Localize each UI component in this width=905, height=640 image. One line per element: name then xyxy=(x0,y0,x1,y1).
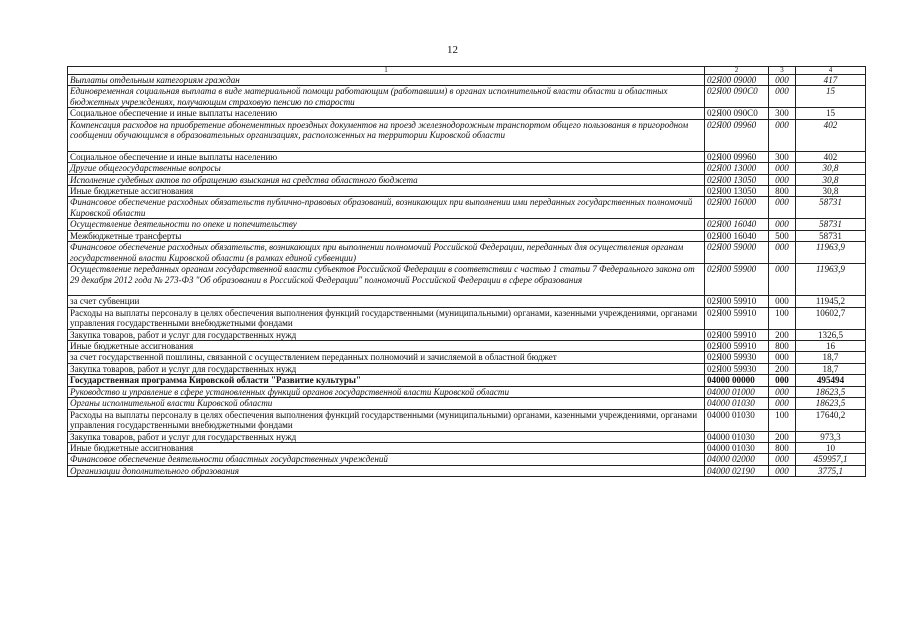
row-amount-cell: 10 xyxy=(796,442,866,453)
table-row xyxy=(68,174,866,185)
row-amount-cell: 58731 xyxy=(796,230,866,241)
row-type-cell: 800 xyxy=(769,186,796,197)
row-code-cell: 02Я00 09960 xyxy=(705,151,769,162)
row-name-cell: Расходы на выплаты персоналу в целях обеспечения выполнения функций государственными (муниципальными) органами, казенными учреждениями, органами управления государственными внебюджетными фондами xyxy=(68,307,705,329)
row-name-cell: Исполнение судебных актов по обращению взыскания на средства областного бюджета xyxy=(68,174,705,185)
row-amount-cell: 459957,1 xyxy=(796,454,866,465)
row-name-cell: Руководство и управление в сфере установленных функций органов государственной власти Кировской области xyxy=(68,386,705,397)
row-amount-cell: 10602,7 xyxy=(796,307,866,329)
row-type-cell: 100 xyxy=(769,409,796,431)
row-amount-cell: 11963,9 xyxy=(796,242,866,264)
row-type-cell: 300 xyxy=(769,108,796,119)
row-amount-cell: 402 xyxy=(796,151,866,162)
row-name-cell: Финансовое обеспечение расходных обязательств, возникающих при выполнении полномочий Российской Федерации, переданных для осуществления органам государственной власти Кировской области (в рамках единой субвенции) xyxy=(68,242,705,264)
row-type-cell: 200 xyxy=(769,329,796,340)
row-amount-cell: 18,7 xyxy=(796,352,866,363)
row-amount-cell: 30,8 xyxy=(796,163,866,174)
table-row xyxy=(68,264,866,296)
row-type-cell: 000 xyxy=(769,197,796,219)
row-amount-cell: 15 xyxy=(796,108,866,119)
row-amount-cell: 11963,9 xyxy=(796,264,866,296)
table-row xyxy=(68,329,866,340)
row-type-cell: 100 xyxy=(769,307,796,329)
row-amount-cell: 1326,5 xyxy=(796,329,866,340)
row-code-cell: 02Я00 090С0 xyxy=(705,108,769,119)
table-row xyxy=(68,375,866,386)
row-name-cell: Компенсация расходов на приобретение абонементных проездных документов на проезд железнодорожным транспортом общего пользования в пригородном сообщении обучающимся в образовательных организациях, расположенных на территории Кировской области xyxy=(68,119,705,151)
row-name-cell: Межбюджетные трансферты xyxy=(68,230,705,241)
table-row xyxy=(68,465,866,476)
row-name-cell: Осуществление переданных органам государственной власти субъектов Российской Федерации в соответствии с частью 1 статьи 7 Федерального закона от 29 декабря 2012 года № 273-ФЗ "Об образовании в Российской Федерации" полномочий Российской Федерации в сфере образования xyxy=(68,264,705,296)
row-name-cell: за счет субвенции xyxy=(68,296,705,307)
row-name-cell: Финансовое обеспечение расходных обязательств публично-правовых образований, возникающих при выполнении ими переданных государственных полномочий Кировской области xyxy=(68,197,705,219)
column-number-row xyxy=(68,67,866,75)
row-name-cell: Финансовое обеспечение деятельности областных государственных учреждений xyxy=(68,454,705,465)
column-number-4: 4 xyxy=(796,67,866,75)
table-row xyxy=(68,230,866,241)
table-row xyxy=(68,386,866,397)
column-number-2: 2 xyxy=(705,67,769,75)
row-code-cell: 02Я00 13050 xyxy=(705,186,769,197)
row-code-cell: 02Я00 59000 xyxy=(705,242,769,264)
row-name-cell: Закупка товаров, работ и услуг для государственных нужд xyxy=(68,329,705,340)
row-code-cell: 04000 01000 xyxy=(705,386,769,397)
row-name-cell: Единовременная социальная выплата в виде материальной помощи работающим (работавшим) в органах исполнительной власти области и областных бюджетных учреждениях, получающим страховую пенсию по старости xyxy=(68,86,705,108)
row-code-cell: 02Я00 59930 xyxy=(705,352,769,363)
table-row xyxy=(68,163,866,174)
row-type-cell: 300 xyxy=(769,151,796,162)
row-amount-cell: 18623,5 xyxy=(796,398,866,409)
table-row xyxy=(68,186,866,197)
budget-table xyxy=(67,66,866,477)
row-type-cell: 000 xyxy=(769,75,796,86)
row-code-cell: 02Я00 16040 xyxy=(705,219,769,230)
table-row xyxy=(68,86,866,108)
table-row xyxy=(68,197,866,219)
row-name-cell: Закупка товаров, работ и услуг для государственных нужд xyxy=(68,363,705,374)
row-type-cell: 000 xyxy=(769,174,796,185)
row-name-cell: Выплаты отдельным категориям граждан xyxy=(68,75,705,86)
row-code-cell: 04000 01030 xyxy=(705,431,769,442)
row-type-cell: 000 xyxy=(769,375,796,386)
table-row xyxy=(68,442,866,453)
row-name-cell: Иные бюджетные ассигнования xyxy=(68,186,705,197)
row-code-cell: 02Я00 59910 xyxy=(705,341,769,352)
table-row xyxy=(68,242,866,264)
table-row xyxy=(68,108,866,119)
row-amount-cell: 30,8 xyxy=(796,174,866,185)
table-row xyxy=(68,409,866,431)
row-amount-cell: 15 xyxy=(796,86,866,108)
row-name-cell: Социальное обеспечение и иные выплаты населению xyxy=(68,108,705,119)
row-code-cell: 02Я00 16000 xyxy=(705,197,769,219)
row-amount-cell: 30,8 xyxy=(796,186,866,197)
table-row xyxy=(68,307,866,329)
row-amount-cell: 417 xyxy=(796,75,866,86)
row-amount-cell: 3775,1 xyxy=(796,465,866,476)
row-type-cell: 200 xyxy=(769,431,796,442)
row-name-cell: Расходы на выплаты персоналу в целях обеспечения выполнения функций государственными (муниципальными) органами, казенными учреждениями, органами управления государственными внебюджетными фондами xyxy=(68,409,705,431)
table-row xyxy=(68,75,866,86)
row-code-cell: 02Я00 13000 xyxy=(705,163,769,174)
row-code-cell: 02Я00 13050 xyxy=(705,174,769,185)
table-row xyxy=(68,398,866,409)
row-type-cell: 000 xyxy=(769,465,796,476)
row-name-cell: Иные бюджетные ассигнования xyxy=(68,341,705,352)
row-type-cell: 500 xyxy=(769,230,796,241)
row-name-cell: Закупка товаров, работ и услуг для государственных нужд xyxy=(68,431,705,442)
row-type-cell: 000 xyxy=(769,386,796,397)
table-row xyxy=(68,352,866,363)
row-amount-cell: 495494 xyxy=(796,375,866,386)
table-row xyxy=(68,219,866,230)
row-code-cell: 04000 02000 xyxy=(705,454,769,465)
row-amount-cell: 58731 xyxy=(796,219,866,230)
row-type-cell: 000 xyxy=(769,242,796,264)
row-name-cell: Органы исполнительной власти Кировской области xyxy=(68,398,705,409)
table-row xyxy=(68,341,866,352)
row-code-cell: 02Я00 090С0 xyxy=(705,86,769,108)
row-name-cell: за счет государственной пошлины, связанной с осуществлением переданных полномочий и зачисляемой в областной бюджет xyxy=(68,352,705,363)
row-code-cell: 02Я00 16040 xyxy=(705,230,769,241)
row-type-cell: 000 xyxy=(769,119,796,151)
row-type-cell: 000 xyxy=(769,398,796,409)
column-number-3: 3 xyxy=(769,67,796,75)
row-code-cell: 02Я00 59910 xyxy=(705,296,769,307)
row-type-cell: 800 xyxy=(769,442,796,453)
row-type-cell: 000 xyxy=(769,86,796,108)
row-amount-cell: 18,7 xyxy=(796,363,866,374)
row-code-cell: 04000 01030 xyxy=(705,442,769,453)
table-row xyxy=(68,151,866,162)
row-name-cell: Иные бюджетные ассигнования xyxy=(68,442,705,453)
row-amount-cell: 973,3 xyxy=(796,431,866,442)
row-code-cell: 04000 02190 xyxy=(705,465,769,476)
table-row xyxy=(68,363,866,374)
row-code-cell: 02Я00 09000 xyxy=(705,75,769,86)
row-type-cell: 000 xyxy=(769,264,796,296)
table-row xyxy=(68,119,866,151)
row-name-cell: Осуществление деятельности по опеке и попечительству xyxy=(68,219,705,230)
row-type-cell: 000 xyxy=(769,454,796,465)
row-amount-cell: 402 xyxy=(796,119,866,151)
row-amount-cell: 58731 xyxy=(796,197,866,219)
row-code-cell: 02Я00 59900 xyxy=(705,264,769,296)
row-name-cell: Государственная программа Кировской области "Развитие культуры" xyxy=(68,375,705,386)
row-type-cell: 000 xyxy=(769,219,796,230)
row-code-cell: 04000 01030 xyxy=(705,398,769,409)
column-number-1: 1 xyxy=(68,67,705,75)
row-code-cell: 02Я00 09960 xyxy=(705,119,769,151)
row-amount-cell: 16 xyxy=(796,341,866,352)
row-code-cell: 02Я00 59910 xyxy=(705,307,769,329)
row-amount-cell: 11945,2 xyxy=(796,296,866,307)
row-type-cell: 200 xyxy=(769,363,796,374)
row-type-cell: 800 xyxy=(769,341,796,352)
row-type-cell: 000 xyxy=(769,163,796,174)
row-code-cell: 04000 01030 xyxy=(705,409,769,431)
row-type-cell: 000 xyxy=(769,352,796,363)
row-type-cell: 000 xyxy=(769,296,796,307)
row-name-cell: Организации дополнительного образования xyxy=(68,465,705,476)
page-number: 12 xyxy=(447,44,458,56)
row-name-cell: Социальное обеспечение и иные выплаты населению xyxy=(68,151,705,162)
budget-table-body xyxy=(68,67,866,477)
table-row xyxy=(68,431,866,442)
row-amount-cell: 17640,2 xyxy=(796,409,866,431)
row-code-cell: 02Я00 59910 xyxy=(705,329,769,340)
row-code-cell: 04000 00000 xyxy=(705,375,769,386)
table-row xyxy=(68,454,866,465)
row-amount-cell: 18623,5 xyxy=(796,386,866,397)
row-code-cell: 02Я00 59930 xyxy=(705,363,769,374)
row-name-cell: Другие общегосударственные вопросы xyxy=(68,163,705,174)
table-row xyxy=(68,296,866,307)
